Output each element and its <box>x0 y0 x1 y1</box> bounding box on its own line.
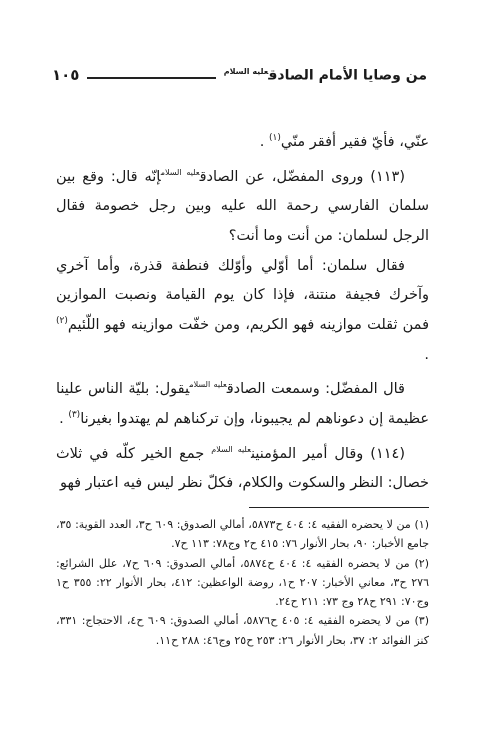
paragraph-3: فقال سلمان: أما أوّلي وأوّلك فنطفة قذرة، وأما آخري وآخرك فجيفة منتنة، فإذا كان يوم القيامة ونصبت الموازين فمن ثقلت موازينه فهو الكريم، ومن خفّت موازينه فهو اللّئيم$^{(٢)}$ . <box>56 257 429 363</box>
footnote-ref-2: (٢) <box>56 316 68 327</box>
honorific-3: عليه السلام <box>211 444 251 454</box>
footnote-1: (١) من لا يحضره الفقيه ٤: ٤٠٤ ح٥٨٧٣، أمالي الصدوق: ٦٠٩ ح٣، العدد القوية: ٣٥، جامع الأخبار: ٩٠، بحار الأنوار ٧٦: ٤١٥ ح٢ وج٧٨: ١١٣ ح٧. <box>56 518 429 551</box>
honorific-1: عليه السلام <box>160 167 200 177</box>
footnote-ref-3: (٣) <box>68 410 81 421</box>
footnote-ref-1: (١) <box>269 133 281 144</box>
header-honorific: عليه السلام <box>223 66 269 76</box>
header-rule <box>87 77 215 79</box>
page-number: ١٠٥ <box>52 66 80 84</box>
paragraph-1: عنّي، فأيّ فقير أفقر منّي$^{(١)}$ . <box>259 133 429 150</box>
paragraph-2: (١١٣) وروى المفضّل، عن الصادق$^{عليه السلام}$إنّه قال: وقع بين سلمان الفارسي رحمة الله عليه وبين رجل خصومة فقال الرجل لسلمان: من أنت وما أنت؟ <box>56 167 429 244</box>
paragraph-5: (١١٤) وقال أمير المؤمنين$^{عليه السلام}$ جمع الخير كلّه في ثلاث خصال: النظر والسكوت والكلام، فكلّ نظر ليس فيه اعتبار فهو <box>56 444 429 492</box>
main-text <box>56 128 429 499</box>
honorific-2: عليه السلام <box>189 380 227 390</box>
footnote-separator <box>249 507 429 508</box>
footnotes <box>56 515 429 650</box>
running-header <box>52 64 427 86</box>
paragraph-4: قال المفضّل: وسمعت الصادق$^{عليه السلام}$يقول: بليّة الناس علينا عظيمة إن دعوناهم لم يجيبونا، وإن تركناهم لم يهتدوا بغيرنا$^{(٣)}$ . <box>56 380 429 427</box>
footnote-3: (٣) من لا يحضره الفقيه ٤: ٤٠٥ ح٥٨٧٦، أمالي الصدوق: ٦٠٩ ح٤، الاحتجاج: ٣٣١، كنز الفوائد ٢: ٣٧، بحار الأنوار ٢٦: ٢٥٣ ح٢٥ وج٤٦: ٢٨٨ ح١١. <box>56 614 429 647</box>
footnote-2: (٢) من لا يحضره الفقيه ٤: ٤٠٤ ح٥٨٧٤، أمالي الصدوق: ٦٠٩ ح٧، علل الشرائع: ٢٧٦ ح٣، معاني الأخبار: ٢٠٧ ح١، روضة الواعظين: ٤١٢، بحار الأنوار ٢٢: ٣٥٥ ح١ وج٧٠: ٢٩١ ح٢٨ وج ٧٣: ٢١١ ح٢٤. <box>56 556 429 609</box>
header-title: من وصايا الأمام الصادق$^{عليه السلام}$ <box>223 66 427 84</box>
